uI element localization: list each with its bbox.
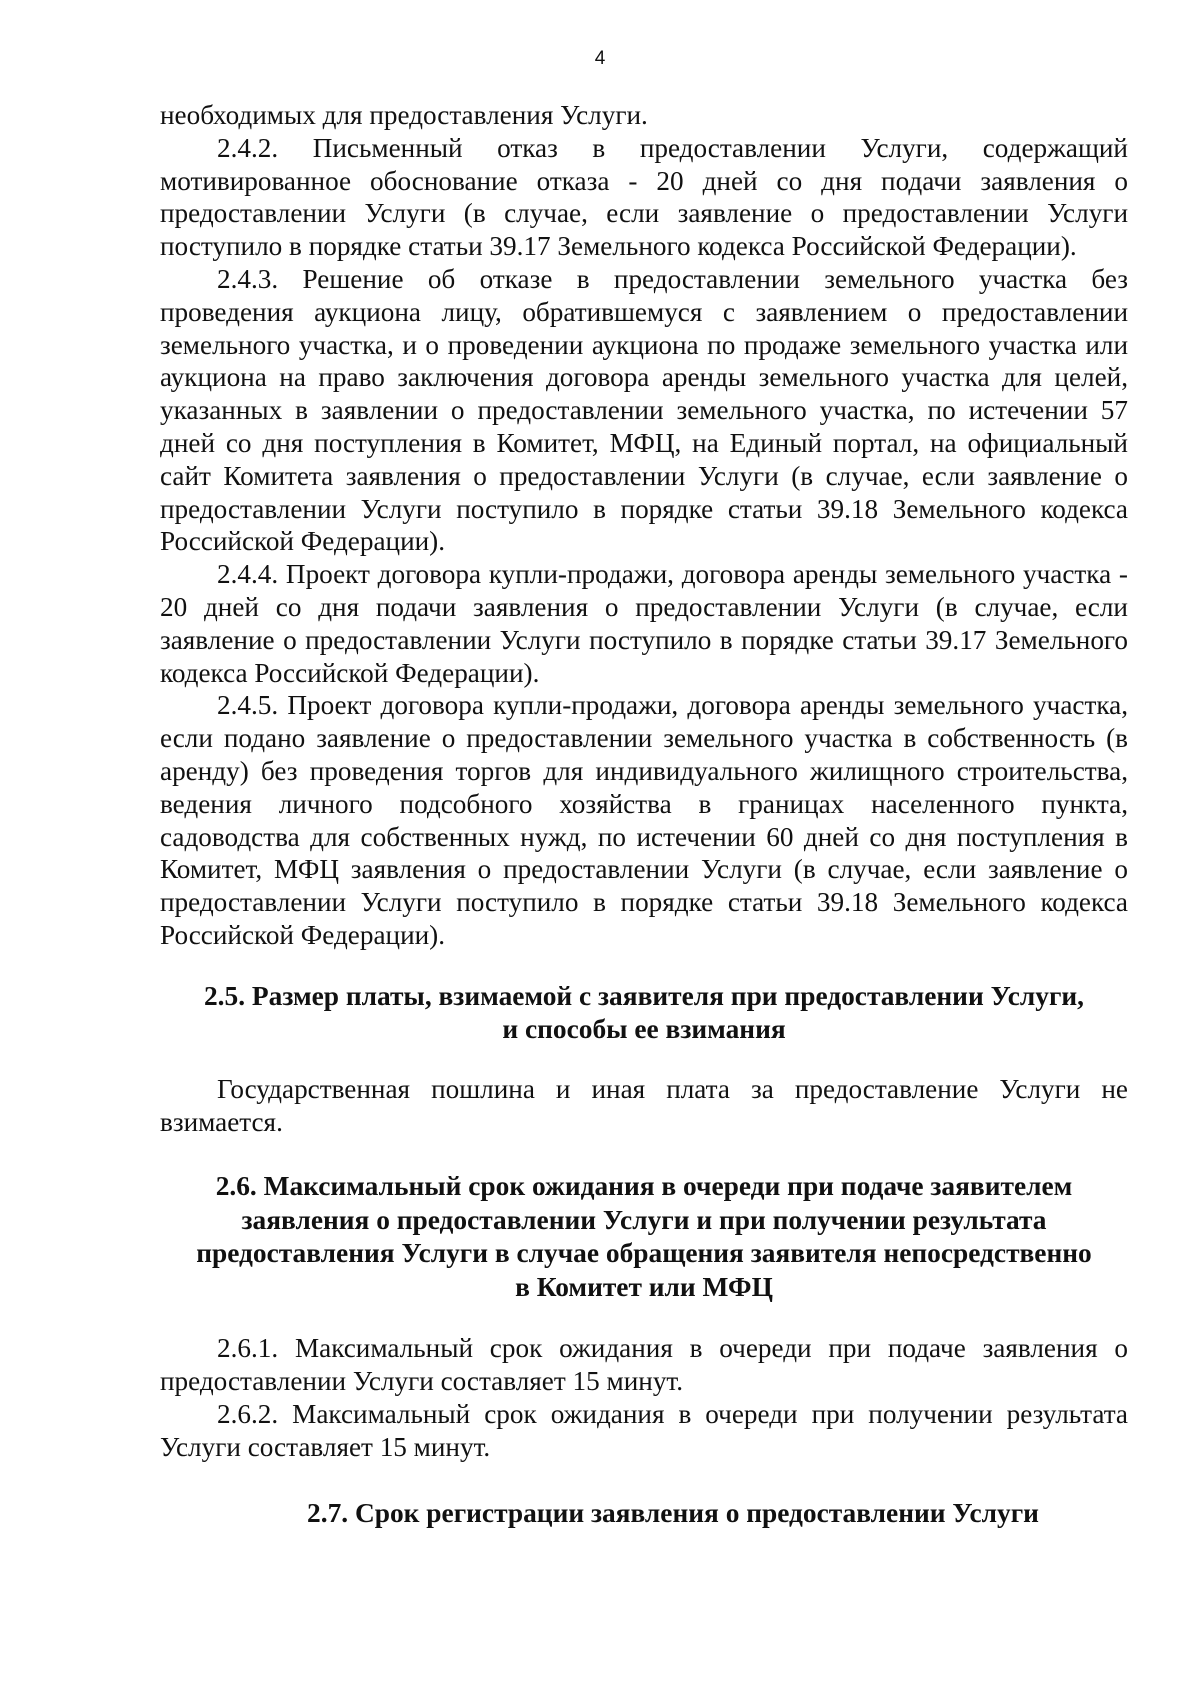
section-heading-2-5 (160, 980, 1128, 1047)
heading-line: предоставления Услуги в случае обращения заявителя непосредственно (196, 1238, 1092, 1269)
paragraph-2-5-body: Государственная пошлина и иная плата за предоставление Услуги не взимается. (160, 1073, 1128, 1137)
heading-line: 2.6. Максимальный срок ожидания в очереди при подаче заявителем (215, 1171, 1073, 1202)
paragraph-2-4-3: 2.4.3. Решение об отказе в предоставлении земельного участка без проведения аукциона лицу, обратившемуся с заявлением о предоставлении земельного участка, и о проведении аукциона по продаже земельного участка или аукциона на право заключения договора аренды земельного участка для целей, указанных в заявлении о предоставлении земельного участка, по истечении 57 дней со дня поступления в Комитет, МФЦ, на Единый портал, на официальный сайт Комитета заявления о предоставлении Услуги (в случае, если заявление о предоставлении Услуги поступило в порядке статьи 39.18 Земельного кодекса Российской Федерации). (160, 263, 1128, 557)
paragraph-2-4-4: 2.4.4. Проект договора купли-продажи, договора аренды земельного участка - 20 дней со дня подачи заявления о предоставлении Услуги (в случае, если заявление о предоставлении Услуги поступило в порядке статьи 39.17 Земельного кодекса Российской Федерации). (160, 559, 1128, 688)
heading-line: и способы ее взимания (502, 1014, 786, 1045)
paragraph-2-6-1: 2.6.1. Максимальный срок ожидания в очереди при подаче заявления о предоставлении Услуги составляет 15 минут. (160, 1333, 1128, 1397)
paragraph-2-6-2: 2.6.2. Максимальный срок ожидания в очереди при получении результата Услуги составляет 15 минут. (160, 1398, 1128, 1462)
document-body (160, 99, 1128, 1530)
heading-line: заявления о предоставлении Услуги и при получении результата (241, 1204, 1047, 1235)
section-heading-2-7: 2.7. Срок регистрации заявления о предоставлении Услуги (307, 1497, 1039, 1528)
paragraph-2-4-5: 2.4.5. Проект договора купли-продажи, договора аренды земельного участка, если подано заявление о предоставлении земельного участка в собственность (в аренду) без проведения торгов для индивидуального жилищного строительства, ведения личного подсобного хозяйства в границах населенного пункта, садоводства для собственных нужд, по истечении 60 дней со дня поступления в Комитет, МФЦ заявления о предоставлении Услуги (в случае, если заявление о предоставлении Услуги поступило в порядке статьи 39.18 Земельного кодекса Российской Федерации). (160, 690, 1128, 950)
paragraph-2-4-2: 2.4.2. Письменный отказ в предоставлении Услуги, содержащий мотивированное обоснование отказа - 20 дней со дня подачи заявления о предоставлении Услуги (в случае, если заявление о предоставлении Услуги поступило в порядке статьи 39.17 Земельного кодекса Российской Федерации). (160, 132, 1128, 262)
heading-line: 2.5. Размер платы, взимаемой с заявителя при предоставлении Услуги, (203, 980, 1085, 1011)
paragraph-intro-continuation: необходимых для предоставления Услуги. (160, 100, 648, 130)
page-number: 4 (594, 48, 606, 69)
section-heading-2-6 (160, 1170, 1128, 1304)
heading-line: в Комитет или МФЦ (515, 1271, 773, 1302)
